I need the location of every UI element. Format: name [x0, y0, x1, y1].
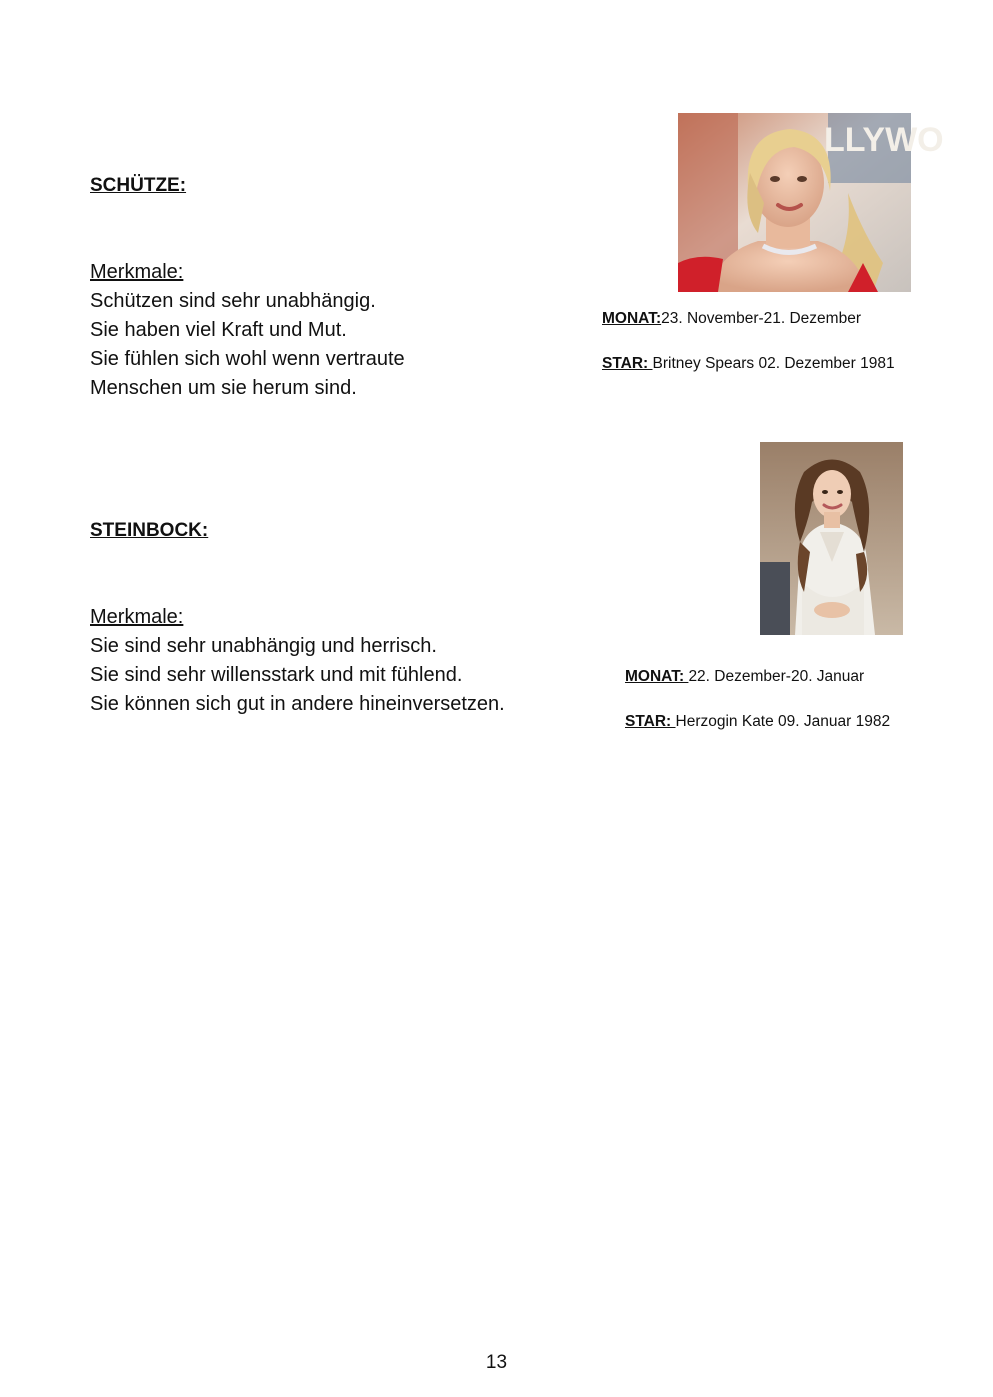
month-value: 23. November-21. Dezember: [661, 310, 861, 327]
traits-block-schuetze: [90, 258, 405, 403]
traits-label: Merkmale:: [90, 606, 184, 628]
star-info-schuetze: [602, 354, 895, 374]
trait-line: Sie können sich gut in andere hineinversetzen.: [90, 693, 505, 715]
section-heading-schuetze: SCHÜTZE:: [90, 175, 187, 196]
month-value: 22. Dezember-20. Januar: [688, 668, 865, 685]
trait-line: Sie fühlen sich wohl wenn vertraute: [90, 348, 405, 370]
star-photo-herzogin-kate: [760, 442, 903, 635]
traits-block-steinbock: [90, 603, 505, 719]
star-label: STAR:: [602, 355, 653, 372]
trait-line: Menschen um sie herum sind.: [90, 377, 357, 399]
section-heading-steinbock: STEINBOCK:: [90, 520, 209, 541]
trait-line: Sie sind sehr willensstark und mit fühlend.: [90, 664, 463, 686]
photo-background-lettering: LLYWO: [824, 121, 944, 159]
trait-line: Sie sind sehr unabhängig und herrisch.: [90, 635, 437, 657]
month-label: MONAT:: [602, 310, 662, 327]
star-value: Britney Spears 02. Dezember 1981: [652, 355, 895, 372]
star-value: Herzogin Kate 09. Januar 1982: [675, 713, 891, 730]
trait-line: Sie haben viel Kraft und Mut.: [90, 319, 347, 341]
trait-line: Schützen sind sehr unabhängig.: [90, 290, 376, 312]
month-info-steinbock: [625, 667, 864, 687]
traits-label: Merkmale:: [90, 261, 184, 283]
star-photo-britney-spears: [678, 113, 944, 292]
star-label: STAR:: [625, 713, 676, 730]
month-label: MONAT:: [625, 668, 689, 685]
month-info-schuetze: [602, 309, 861, 329]
page-number: 13: [485, 1352, 508, 1373]
star-info-steinbock: [625, 712, 890, 732]
